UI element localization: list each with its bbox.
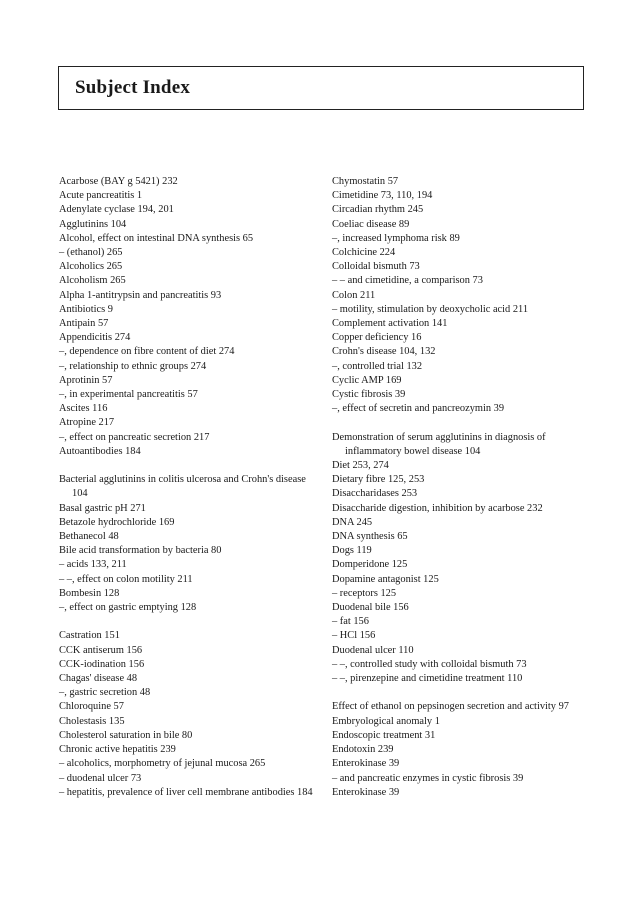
index-entry: –, relationship to ethnic groups 274	[59, 360, 207, 372]
index-entry: –, controlled trial 132	[332, 360, 423, 372]
index-entry: – fat 156	[332, 616, 369, 628]
index-entry: –, increased lymphoma risk 89	[332, 232, 460, 244]
index-entry: Agglutinins 104	[59, 218, 127, 230]
index-entry: Ascites 116	[59, 403, 108, 415]
title-box	[58, 66, 584, 110]
section-gap	[59, 459, 321, 473]
index-entry: Dopamine antagonist 125	[332, 573, 439, 585]
index-entry: Bethanecol 48	[59, 531, 119, 543]
index-entry: Bombesin 128	[59, 587, 120, 599]
index-entry: Circadian rhythm 245	[332, 204, 424, 216]
index-entry: DNA synthesis 65	[332, 531, 408, 543]
index-entry: Effect of ethanol on pepsinogen secretion and activity 97	[332, 701, 569, 713]
index-entry: Complement activation 141	[332, 318, 448, 330]
index-entry: Chronic active hepatitis 239	[59, 744, 176, 756]
index-entry: Disaccharide digestion, inhibition by acarbose 232	[332, 502, 543, 514]
index-entry: Acarbose (BAY g 5421) 232	[59, 176, 178, 187]
index-entry: Aprotinin 57	[59, 374, 113, 386]
index-entry: Acute pancreatitis 1	[59, 190, 143, 202]
index-entry: Demonstration of serum agglutinins in diagnosis of inflammatory bowel disease 104	[332, 431, 546, 457]
index-entry: Atropine 217	[59, 417, 115, 429]
index-entry: Antipain 57	[59, 318, 109, 330]
index-entry: Enterokinase 39	[332, 786, 400, 798]
index-entry: – duodenal ulcer 73	[59, 772, 142, 784]
index-entry: Colloidal bismuth 73	[332, 261, 420, 273]
index-entry: Coeliac disease 89	[332, 218, 410, 230]
index-entry: – –, pirenzepine and cimetidine treatment 110	[332, 673, 523, 685]
index-entry: Cholesterol saturation in bile 80	[59, 729, 193, 741]
index-entry: Chymostatin 57	[332, 176, 399, 187]
index-entry: Diet 253, 274	[332, 460, 389, 472]
index-entry: Embryological anomaly 1	[332, 715, 440, 727]
index-entry: Alcohol, effect on intestinal DNA synthesis 65	[59, 232, 254, 244]
index-entry: Chagas' disease 48	[59, 673, 138, 685]
index-entry: –, effect on pancreatic secretion 217	[59, 431, 210, 443]
section-gap	[59, 615, 321, 629]
index-entry: Colchicine 224	[332, 247, 396, 259]
index-entry: Cimetidine 73, 110, 194	[332, 190, 433, 202]
section-gap	[332, 686, 588, 700]
index-entry: –, dependence on fibre content of diet 274	[59, 346, 235, 358]
index-entry: – and pancreatic enzymes in cystic fibrosis 39	[332, 772, 524, 784]
index-entry: – acids 133, 211	[59, 559, 127, 571]
index-entry: Basal gastric pH 271	[59, 502, 146, 514]
index-entry: Autoantibodies 184	[59, 445, 141, 457]
index-entry: Duodenal ulcer 110	[332, 644, 414, 656]
index-entry: Endoscopic treatment 31	[332, 729, 436, 741]
index-entry: Copper deficiency 16	[332, 332, 422, 344]
index-entry: – hepatitis, prevalence of liver cell membrane antibodies 184	[59, 786, 313, 798]
index-entry: Alcoholics 265	[59, 261, 123, 273]
index-entry: Colon 211	[332, 289, 376, 301]
index-entry: Antibiotics 9	[59, 303, 113, 315]
index-column-right	[332, 175, 588, 800]
index-entry: Domperidone 125	[332, 559, 408, 571]
index-entry: Castration 151	[59, 630, 120, 642]
index-entry: Disaccharidases 253	[332, 488, 418, 500]
index-entry: CCK antiserum 156	[59, 644, 143, 656]
index-entry: – motility, stimulation by deoxycholic acid 211	[332, 303, 529, 315]
index-entry: – –, effect on colon motility 211	[59, 573, 193, 585]
index-entry: Bacterial agglutinins in colitis ulcerosa and Crohn's disease 104	[59, 474, 306, 500]
index-entry: Duodenal bile 156	[332, 602, 409, 614]
page-title: Subject Index	[75, 77, 191, 98]
index-entry: Alpha 1-antitrypsin and pancreatitis 93	[59, 289, 222, 301]
index-entry: –, gastric secretion 48	[59, 687, 151, 699]
index-entry: – HCl 156	[332, 630, 376, 642]
index-entry: – – and cimetidine, a comparison 73	[332, 275, 483, 287]
index-entry: – receptors 125	[332, 587, 397, 599]
index-entry: Cyclic AMP 169	[332, 374, 402, 386]
index-entry: CCK-iodination 156	[59, 658, 145, 670]
index-entry: Appendicitis 274	[59, 332, 131, 344]
index-entry: Cholestasis 135	[59, 715, 125, 727]
index-entry: –, effect on gastric emptying 128	[59, 602, 197, 614]
index-entry: Endotoxin 239	[332, 744, 394, 756]
index-entry: – alcoholics, morphometry of jejunal mucosa 265	[59, 758, 266, 770]
index-entry: Bile acid transformation by bacteria 80	[59, 545, 222, 557]
index-entry: Adenylate cyclase 194, 201	[59, 204, 174, 216]
index-entry: –, in experimental pancreatitis 57	[59, 389, 198, 401]
index-entry: Chloroquine 57	[59, 701, 124, 713]
index-entry: Betazole hydrochloride 169	[59, 516, 175, 528]
index-entry: – (ethanol) 265	[59, 247, 123, 259]
section-gap	[332, 416, 588, 430]
index-entry: Alcoholism 265	[59, 275, 126, 287]
index-entry: DNA 245	[332, 516, 373, 528]
index-entry: Enterokinase 39	[332, 758, 400, 770]
index-column-left	[59, 175, 321, 800]
index-entry: Dietary fibre 125, 253	[332, 474, 425, 486]
index-entry: Crohn's disease 104, 132	[332, 346, 436, 358]
index-entry: –, effect of secretin and pancreozymin 39	[332, 403, 505, 415]
index-entry: – –, controlled study with colloidal bismuth 73	[332, 658, 527, 670]
index-entry: Dogs 119	[332, 545, 372, 557]
index-entry: Cystic fibrosis 39	[332, 389, 406, 401]
